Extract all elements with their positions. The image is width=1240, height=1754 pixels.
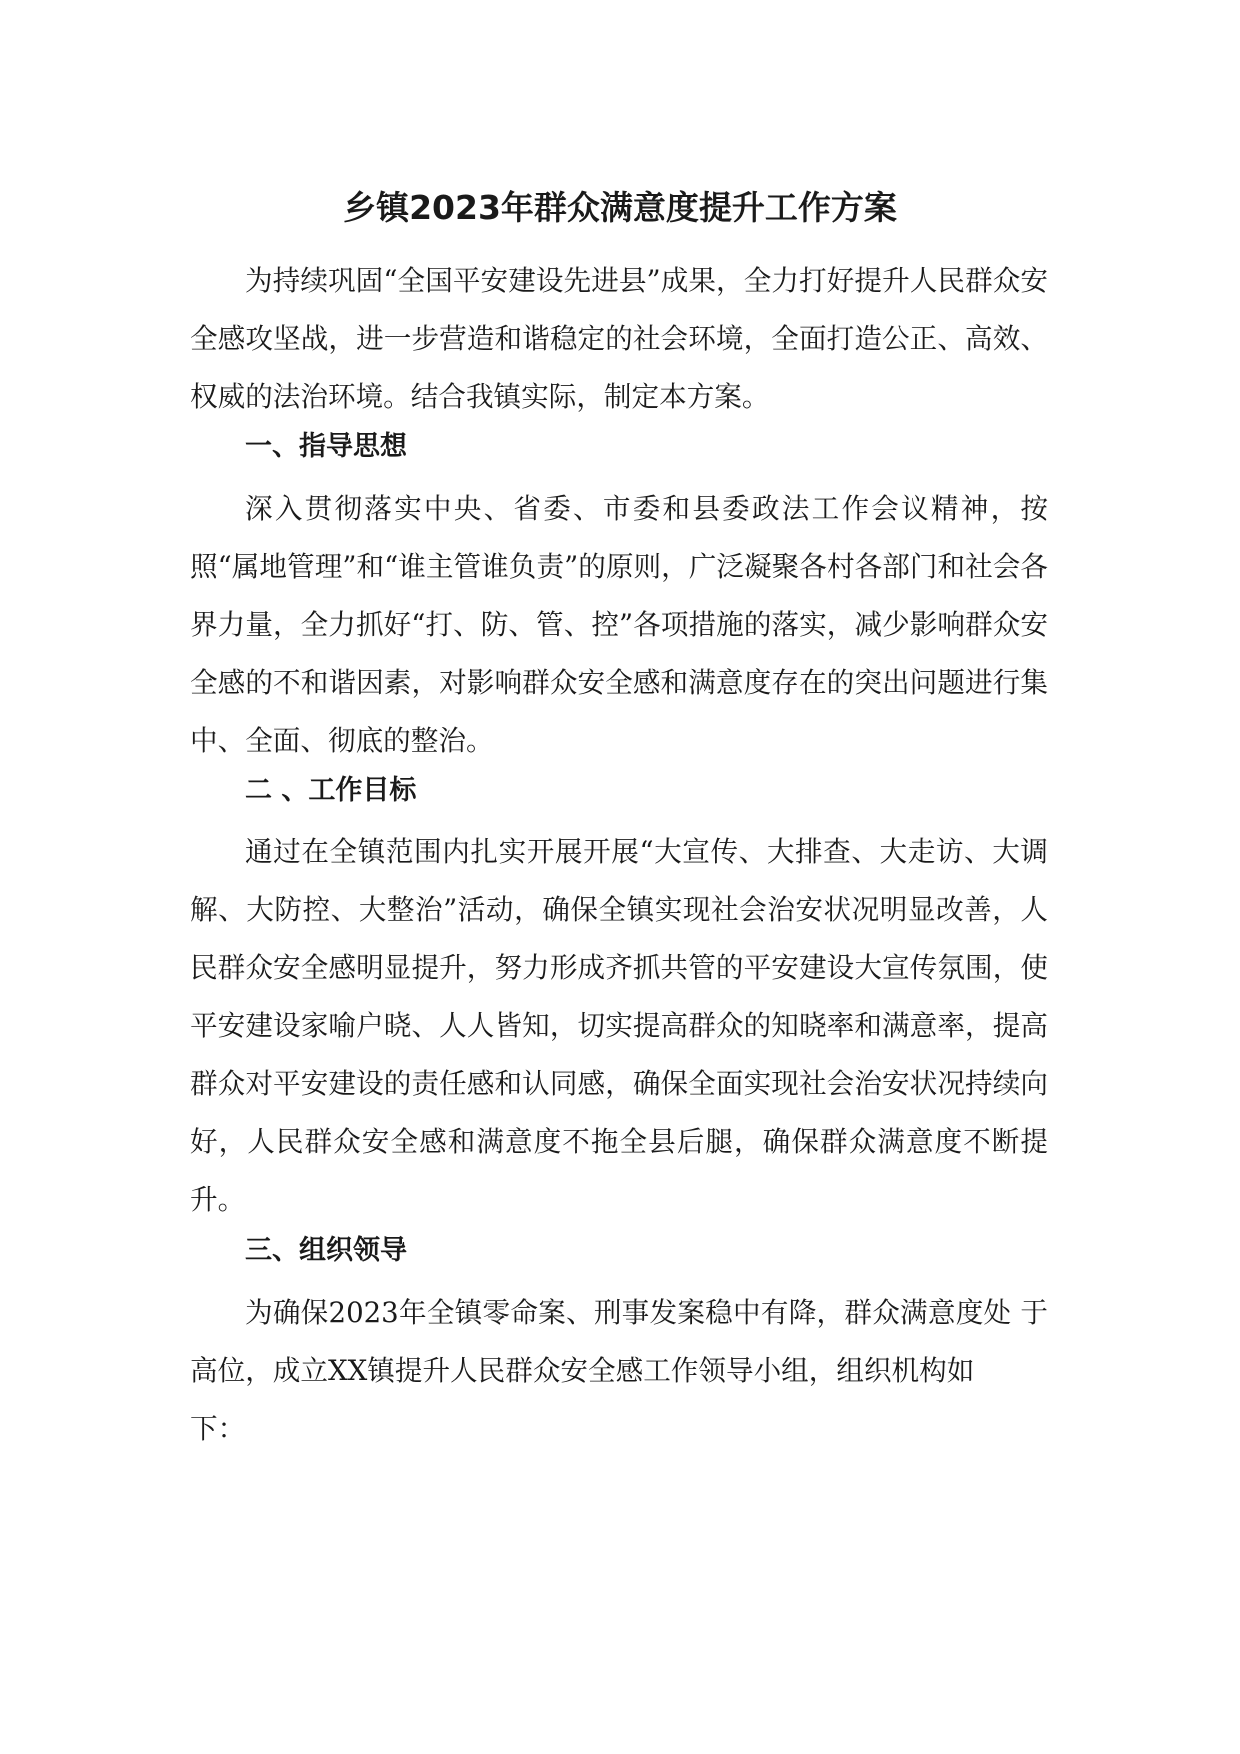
section-heading-work-goals: 二 、工作目标 bbox=[245, 775, 417, 806]
section-2-body-block bbox=[190, 823, 1048, 1229]
section-body-guiding-thought: 深入贯彻落实中央、省委、市委和县委政法工作会议精神，按照“属地管理”和“谁主管谁负责”的原则，广泛凝聚各村各部门和社会各界力量，全力抓好“打、防、管、控”各项措施的落实，减少影响群众安全感的不和谐因素，对影响群众安全感和满意度存在的突出问题进行集中、全面、彻底的整治。 bbox=[190, 492, 1048, 757]
section-heading-guiding-thought: 一、指导思想 bbox=[245, 431, 407, 462]
section-3-body-block bbox=[190, 1284, 1048, 1458]
section-1-body-block bbox=[190, 480, 1048, 770]
section-body-organization: 为确保2023年全镇零命案、刑事发案稳中有降，群众满意度处 于高位，成立XX镇提升人民群众安全感工作领导小组，组织机构如 bbox=[190, 1296, 1048, 1387]
section-3-heading-block bbox=[190, 1222, 1048, 1280]
section-heading-organization: 三、组织领导 bbox=[245, 1235, 407, 1266]
intro-paragraph: 为持续巩固“全国平安建设先进县”成果，全力打好提升人民群众安全感攻坚战，进一步营造和谐稳定的社会环境，全面打造公正、高效、权威的法治环境。结合我镇实际，制定本方案。 bbox=[190, 264, 1048, 413]
intro-block bbox=[190, 252, 1048, 426]
document-title: 乡镇2023年群众满意度提升工作方案 bbox=[343, 188, 897, 227]
section-body-organization-tail: 下： bbox=[190, 1412, 246, 1445]
section-body-work-goals: 通过在全镇范围内扎实开展开展“大宣传、大排查、大走访、大调解、大防控、大整治”活动，确保全镇实现社会治安状况明显改善，人民群众安全感明显提升，努力形成齐抓共管的平安建设大宣传氛围，使平安建设家喻户晓、人人皆知，切实提高群众的知晓率和满意率，提高群众对平安建设的责任感和认同感，确保全面实现社会治安状况持续向好，人民群众安全感和满意度不拖全县后腿，确保群众满意度不断提升。 bbox=[190, 835, 1048, 1216]
section-2-heading-block bbox=[190, 762, 1048, 820]
section-1-heading-block bbox=[190, 418, 1048, 476]
